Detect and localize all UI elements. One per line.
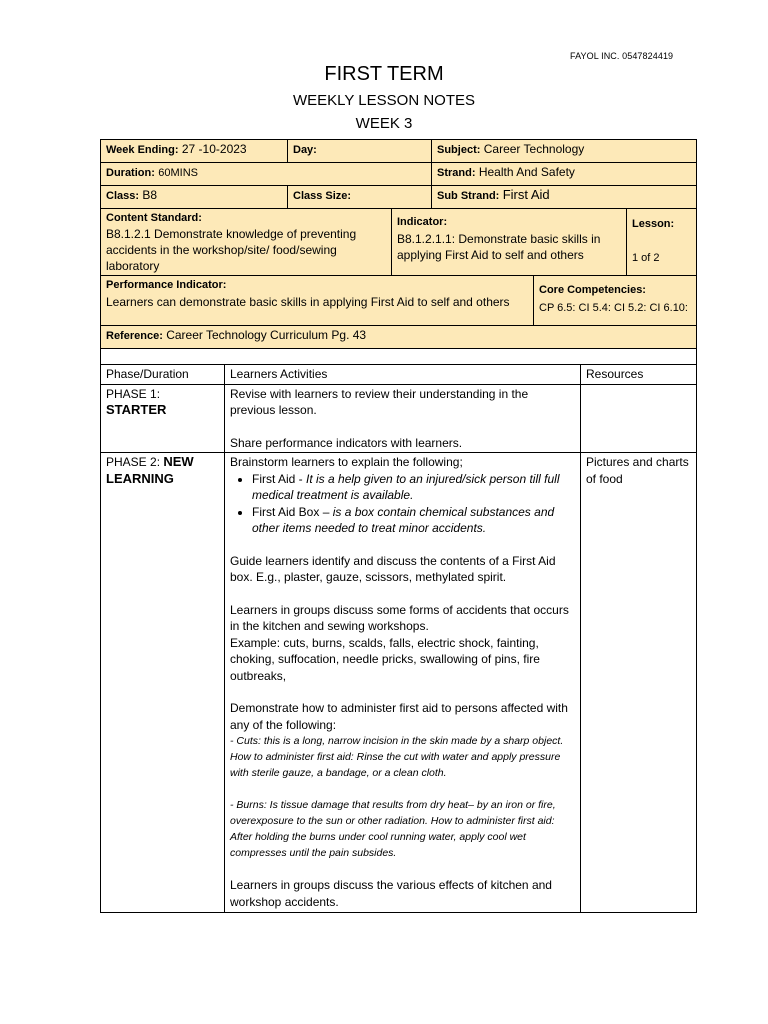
day-cell: Day: xyxy=(288,140,432,163)
performance-indicator-cell: Performance Indicator: Learners can demonstrate basic skills in applying First Aid to self and others xyxy=(101,276,534,326)
class-size-cell: Class Size: xyxy=(288,186,432,209)
col-header-phase: Phase/Duration xyxy=(101,365,225,385)
list-item: • First Aid - It is a help given to an injured/sick person till full medical treatment is available. xyxy=(252,471,575,504)
phase2-activities: Brainstorm learners to explain the following; • First Aid - It is a help given to an injured/sick person till full medical treatment is available. • First Aid Box – is a box contain chemical substances and other items needed to treat minor accidents. Guide learners identify and discuss the contents of a First Aid box. E.g., plaster, gauze, scissors, methylated spirit. Learners in groups discuss some forms of accidents that occurs in the kitchen and sewing workshops. Example: cuts, burns, scalds, falls, electric shock, fainting, choking, suffocation, needle pricks, swallowing of pins, fire outbreaks, Demonstrate how to administer first aid to persons affected with any of the following: - Cuts: this is a long, narrow incision in the skin made by a sharp object. How to administer first aid: Rinse the cut with water and apply pressure with sterile gauze, a bandage, or a clean cloth. - Burns: Is tissue damage that results from dry heat– by an iron or fire, overexposure to the sun or other radiation. How to administer first aid: After holding the burns under cool running water, apply cool wet compresses until the pain subsides. Learners in groups discuss the various effects of kitchen and workshop accidents. xyxy=(225,453,581,913)
content-standard-cell: Content Standard: B8.1.2.1 Demonstrate knowledge of preventing accidents in the workshop/site/ food/sewing laboratory xyxy=(101,209,392,276)
company-contact: FAYOL INC. 0547824419 xyxy=(570,51,674,61)
indicator-cell: Indicator: B8.1.2.1.1: Demonstrate basic skills in applying First Aid to self and others xyxy=(392,209,627,276)
phase1-resources xyxy=(581,384,697,453)
class-cell: Class: B8 xyxy=(101,186,288,209)
week-title: WEEK 3 xyxy=(355,115,413,132)
term-title: FIRST TERM xyxy=(324,63,444,85)
phase1-activities: Revise with learners to review their understanding in the previous lesson. Share performance indicators with learners. xyxy=(225,384,581,453)
notes-subtitle: WEEKLY LESSON NOTES xyxy=(293,92,475,109)
col-header-resources: Resources xyxy=(581,365,697,385)
duration-cell: Duration: 60MINS xyxy=(101,163,432,186)
col-header-activities: Learners Activities xyxy=(225,365,581,385)
lesson-activities-table xyxy=(100,348,697,913)
phase1-cell: PHASE 1: STARTER xyxy=(101,384,225,453)
reference-cell: Reference: Career Technology Curriculum Pg. 43 xyxy=(101,326,697,349)
list-item: • First Aid Box – is a box contain chemical substances and other items needed to treat minor accidents. xyxy=(252,504,575,537)
core-competencies-cell: Core Competencies: CP 6.5: CI 5.4: CI 5.2: CI 6.10: xyxy=(534,276,697,326)
phase2-cell: PHASE 2: NEW LEARNING xyxy=(101,453,225,913)
week-ending-cell: Week Ending: 27 -10-2023 xyxy=(101,140,288,163)
strand-cell: Strand: Health And Safety xyxy=(432,163,697,186)
spacer-row xyxy=(101,349,697,365)
lesson-cell: Lesson: 1 of 2 xyxy=(627,209,697,276)
lesson-info-table xyxy=(100,139,697,349)
subject-cell: Subject: Career Technology xyxy=(432,140,697,163)
phase2-resources: Pictures and charts of food xyxy=(581,453,697,913)
sub-strand-cell: Sub Strand: First Aid xyxy=(432,186,697,209)
